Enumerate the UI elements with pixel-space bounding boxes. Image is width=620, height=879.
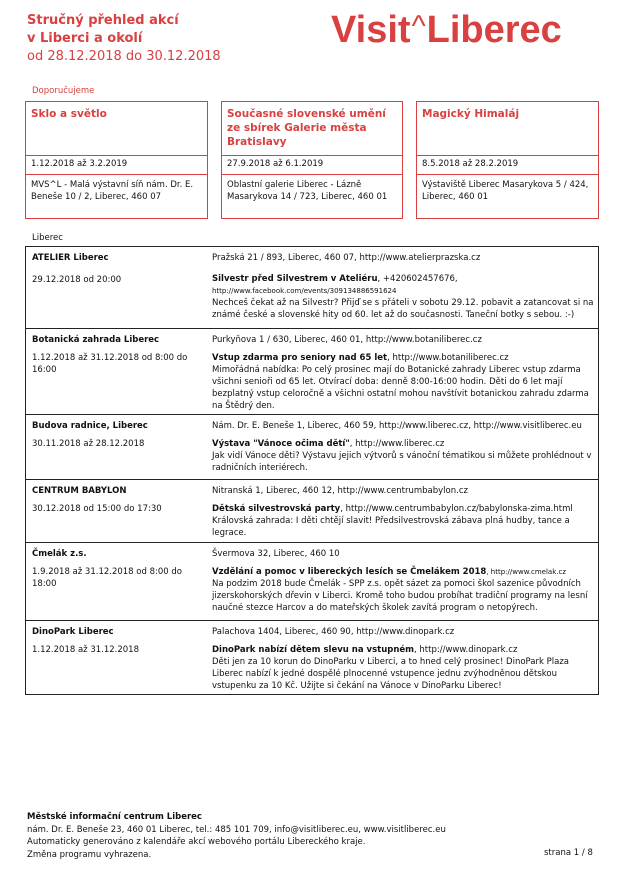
event-address[interactable]: Pražská 21 / 893, Liberec, 460 07, http://www.atelierprazska.cz [212, 253, 481, 263]
event-body [212, 438, 594, 474]
event-name: Vstup zdarma pro seniory nad 65 let [212, 353, 388, 363]
events-table [25, 246, 599, 695]
divider [417, 174, 598, 175]
recommended-card[interactable] [221, 101, 403, 219]
event-row [26, 415, 598, 480]
divider [26, 174, 207, 175]
event-contact: , +420602457676, [377, 274, 458, 284]
event-organizer: Čmelák z.s. [32, 549, 87, 559]
recommended-title: Současné slovenské umění ze sbírek Galerie města Bratislavy [227, 108, 386, 148]
event-small-url[interactable]: , http://www.cmelak.cz [486, 568, 567, 576]
title-line-2: v Liberci a okolí [27, 31, 143, 46]
recommended-dates: 8.5.2018 až 28.2.2019 [422, 159, 519, 169]
recommended-card[interactable] [25, 101, 208, 219]
event-organizer: CENTRUM BABYLON [32, 486, 127, 496]
divider [26, 155, 207, 156]
event-body [212, 273, 594, 321]
recommended-section [25, 84, 599, 220]
event-description: Nechceš čekat až na Silvestr? Přijď se s přáteli v sobotu 29.12. pobavit a zatancovat si na známé české a slovenské hity od 60. let až do současnosti. Taneční botky s sebou. :-) [212, 298, 594, 320]
event-address[interactable]: Nám. Dr. E. Beneše 1, Liberec, 460 59, http://www.liberec.cz, http://www.visitliberec.eu [212, 421, 582, 431]
event-date: 1.12.2018 až 31.12.2018 od 8:00 do 16:00 [32, 353, 188, 375]
event-name: Silvestr před Silvestrem v Ateliéru [212, 274, 378, 284]
event-date: 1.9.2018 až 31.12.2018 od 8:00 do 18:00 [32, 567, 182, 589]
event-description: Děti jen za 10 korun do DinoParku v Liberci, a to hned celý prosinec! DinoPark Plaza Liberec nabízí k jedné dospělé plnocenné vstupence jednu zvýhodněnou dětskou vstupenku za 10 Kč. Užijte si čekání na Vánoce v DinoParku Liberec! [212, 657, 569, 691]
divider [222, 174, 402, 175]
event-organizer: DinoPark Liberec [32, 627, 114, 637]
event-name: Dětská silvestrovská party [212, 504, 341, 514]
date-range: od 28.12.2018 do 30.12.2018 [27, 49, 221, 64]
event-row [26, 621, 598, 696]
recommended-label: Doporučujeme [32, 86, 95, 96]
event-date: 29.12.2018 od 20:00 [32, 275, 122, 285]
page-number: strana 1 / 8 [544, 848, 593, 858]
divider [417, 155, 598, 156]
event-date: 1.12.2018 až 31.12.2018 [32, 645, 140, 655]
event-body [212, 503, 594, 539]
event-description: Na podzim 2018 bude Čmelák - SPP z.s. opět sázet za pomoci škol sazenice původních jizerskohorských dřevin v Liberci. Kromě toho budou probíhat tradiční programy na lesní naučné stezce Harcov a do mateřských školek zavítá program o netopýrech. [212, 579, 588, 613]
visit-liberec-logo [331, 8, 562, 55]
divider [222, 155, 402, 156]
footer-address: nám. Dr. E. Beneše 23, 460 01 Liberec, tel.: 485 101 709, info@visitliberec.eu, www.visitliberec.eu [27, 824, 446, 835]
event-contact: , http://www.liberec.cz [349, 439, 445, 449]
event-date: 30.12.2018 od 15:00 do 17:30 [32, 504, 162, 514]
title-line-1: Stručný přehled akcí [27, 13, 179, 28]
recommended-place: Výstaviště Liberec Masarykova 5 / 424, Liberec, 460 01 [422, 180, 589, 202]
event-name: Výstava "Vánoce očima dětí" [212, 439, 350, 449]
event-address[interactable]: Purkyňova 1 / 630, Liberec, 460 01, http://www.botaniliberec.cz [212, 335, 482, 345]
event-body [212, 566, 594, 614]
logo-visit: Visit [331, 9, 411, 51]
footer [27, 811, 446, 861]
recommended-place: MVS^L - Malá výstavní síň nám. Dr. E. Beneše 10 / 2, Liberec, 460 07 [31, 180, 194, 202]
event-contact: , http://www.dinopark.cz [414, 645, 518, 655]
footer-note: Změna programu vyhrazena. [27, 849, 152, 860]
event-organizer: Botanická zahrada Liberec [32, 335, 160, 345]
event-address[interactable]: Palachova 1404, Liberec, 460 90, http://www.dinopark.cz [212, 627, 455, 637]
recommended-dates: 1.12.2018 až 3.2.2019 [31, 159, 128, 169]
logo-caret: ^ [411, 10, 426, 43]
event-address[interactable]: Nitranská 1, Liberec, 460 12, http://www.centrumbabylon.cz [212, 486, 468, 496]
event-description: Královská zahrada: I děti chtějí slavit! Předsilvestrovská zábava plná hudby, tance a legrace. [212, 516, 570, 538]
event-description: Jak vidí Vánoce děti? Výstavu jejich výtvorů s vánoční tématikou si můžete prohlédnout v radničních interiérech. [212, 451, 592, 473]
event-contact: , http://www.centrumbabylon.cz/babylonska-zima.html [340, 504, 573, 514]
recommended-dates: 27.9.2018 až 6.1.2019 [227, 159, 324, 169]
logo-liberec: Liberec [426, 9, 562, 51]
recommended-place: Oblastní galerie Liberec - Lázně Masarykova 14 / 723, Liberec, 460 01 [227, 180, 388, 202]
recommended-card[interactable] [416, 101, 599, 219]
document-title [27, 12, 221, 66]
event-row [26, 329, 598, 415]
event-row [26, 480, 598, 543]
event-organizer: ATELIER Liberec [32, 253, 109, 263]
event-name: Vzdělání a pomoc v libereckých lesích se Čmelákem 2018 [212, 567, 487, 577]
event-row [26, 247, 598, 329]
city-label: Liberec [32, 233, 63, 243]
event-body [212, 352, 594, 412]
event-organizer: Budova radnice, Liberec [32, 421, 148, 431]
event-contact: , http://www.botaniliberec.cz [387, 353, 509, 363]
recommended-title: Sklo a světlo [31, 108, 107, 120]
event-name: DinoPark nabízí dětem slevu na vstupném [212, 645, 415, 655]
event-date: 30.11.2018 až 28.12.2018 [32, 439, 145, 449]
recommended-title: Magický Himaláj [422, 108, 520, 120]
event-row [26, 543, 598, 621]
event-body [212, 644, 594, 692]
footer-note: Automaticky generováno z kalendáře akcí webového portálu Libereckého kraje. [27, 837, 366, 847]
event-address[interactable]: Švermova 32, Liberec, 460 10 [212, 549, 340, 559]
event-small-url[interactable]: http://www.facebook.com/events/309134886591624 [212, 287, 397, 295]
footer-organization: Městské informační centrum Liberec [27, 812, 202, 822]
event-description: Mimořádná nabídka: Po celý prosinec mají do Botanické zahrady Liberec vstup zdarma všichni senioři od 65 let. Otvírací doba: denně 8:00-16:00 hodin. Děti do 6 let mají bezplatný vstup celoročně a všichni ostatní mohou navštívit botanickou zahradu zdarma na Štědrý den. [212, 365, 589, 411]
